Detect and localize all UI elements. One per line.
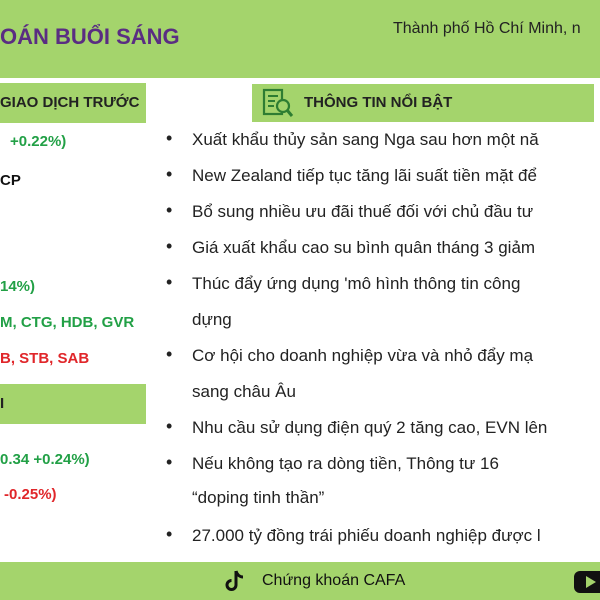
global-index-2: -0.25%) [4, 486, 57, 503]
global-index-1: 0.34 +0.24%) [0, 451, 90, 468]
page-title: OÁN BUỔI SÁNG [0, 24, 180, 49]
market-summary-panel [0, 80, 148, 560]
news-header [252, 84, 594, 122]
location-date: Thành phố Hồ Chí Minh, n [393, 20, 581, 37]
second-change: 14%) [0, 278, 36, 295]
global-market-header: I [0, 384, 146, 424]
index-change: +0.22%) [10, 133, 67, 150]
tiktok-icon[interactable] [222, 568, 248, 594]
youtube-icon[interactable] [574, 571, 600, 593]
header-bar [0, 0, 600, 78]
losers-list: B, STB, SAB [0, 350, 90, 367]
brand-name: Chứng khoán CAFA [262, 572, 406, 589]
document-search-icon [262, 88, 294, 118]
news-title: THÔNG TIN NỔI BẬT [304, 94, 453, 111]
gainers-list: M, CTG, HDB, GVR [0, 314, 135, 331]
footer-bar [0, 562, 600, 600]
cp-label: CP [0, 172, 21, 189]
previous-session-header: GIAO DỊCH TRƯỚC [0, 83, 146, 123]
